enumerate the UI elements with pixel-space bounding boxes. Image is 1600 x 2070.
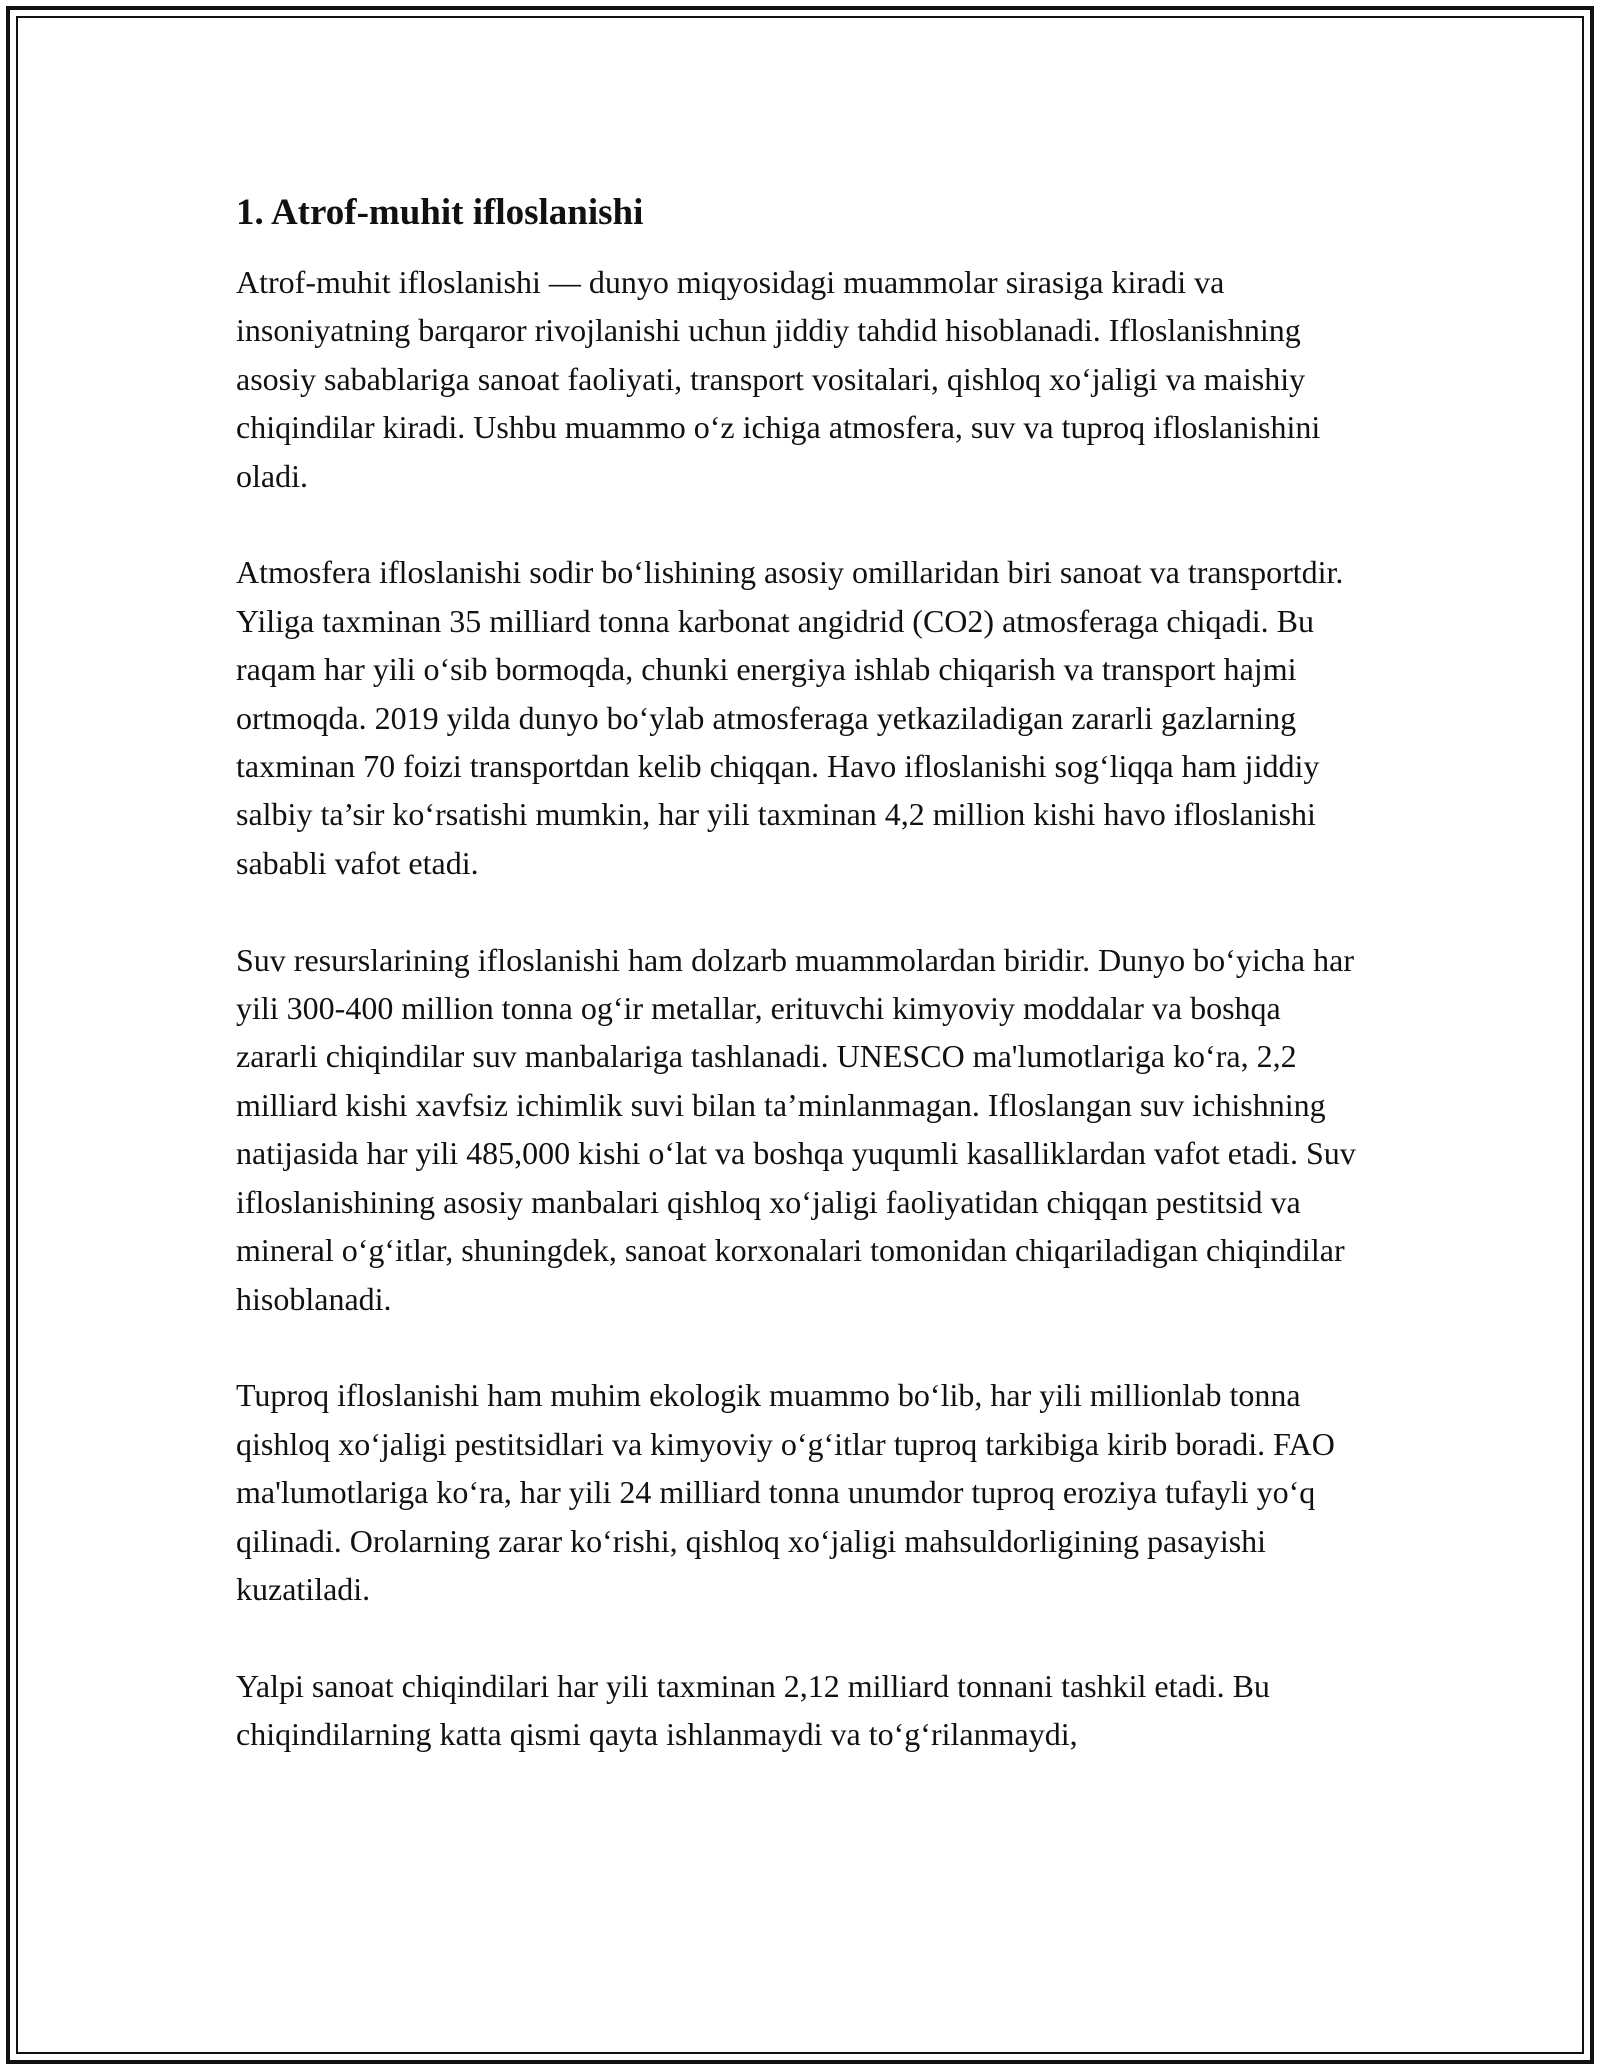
paragraph-intro: Atrof-muhit ifloslanishi — dunyo miqyosidagi muammolar sirasiga kiradi va insoniyatning barqaror rivojlanishi uchun jiddiy tahdid hisoblanadi. Ifloslanishning asosiy sabablariga sanoat faoliyati, transport vositalari, qishloq xoʻjaligi va maishiy chiqindilar kiradi. Ushbu muammo oʻz ichiga atmosfera, suv va tuproq ifloslanishini oladi.	[236, 264, 1321, 494]
paragraph-soil-pollution: Tuproq ifloslanishi ham muhim ekologik muammo boʻlib, har yili millionlab tonna qishloq xoʻjaligi pestitsidlari va kimyoviy oʻgʻitlar tuproq tarkibiga kirib boradi. FAO ma'lumotlariga koʻra, har yili 24 milliard tonna unumdor tuproq eroziya tufayli yoʻq qilinadi. Orolarning zarar koʻrishi, qishloq xoʻjaligi mahsuldorligining pasayishi kuzatiladi.	[236, 1377, 1335, 1607]
section-heading: 1. Atrof-muhit ifloslanishi	[236, 192, 644, 233]
paragraph-air-pollution: Atmosfera ifloslanishi sodir boʻlishining asosiy omillaridan biri sanoat va transportdir. Yiliga taxminan 35 milliard tonna karbonat angidrid (CO2) atmosferaga chiqadi. Bu raqam har yili oʻsib bormoqda, chunki energiya ishlab chiqarish va transport hajmi ortmoqda. 2019 yilda dunyo boʻylab atmosferaga yetkaziladigan zararli gazlarning taxminan 70 foizi transportdan kelib chiqqan. Havo ifloslanishi sogʻliqqa ham jiddiy salbiy ta’sir koʻrsatishi mumkin, har yili taxminan 4,2 million kishi havo ifloslanishi sababli vafot etadi.	[236, 554, 1344, 881]
paragraph-water-pollution: Suv resurslarining ifloslanishi ham dolzarb muammolardan biridir. Dunyo boʻyicha har yili 300-400 million tonna ogʻir metallar, erituvchi kimyoviy moddalar va boshqa zararli chiqindilar suv manbalariga tashlanadi. UNESCO ma'lumotlariga koʻra, 2,2 milliard kishi xavfsiz ichimlik suvi bilan ta’minlanmagan. Ifloslangan suv ichishning natijasida har yili 485,000 kishi oʻlat va boshqa yuqumli kasalliklardan vafot etadi. Suv ifloslanishining asosiy manbalari qishloq xoʻjaligi faoliyatidan chiqqan pestitsid va mineral oʻgʻitlar, shuningdek, sanoat korxonalari tomonidan chiqariladigan chiqindilar hisoblanadi.	[236, 941, 1356, 1317]
paragraph-industrial-waste: Yalpi sanoat chiqindilari har yili taxminan 2,12 milliard tonnani tashkil etadi. Bu chiqindilarning katta qismi qayta ishlanmaydi va toʻgʻrilanmaydi,	[236, 1667, 1270, 1753]
document-body	[236, 188, 1366, 1807]
